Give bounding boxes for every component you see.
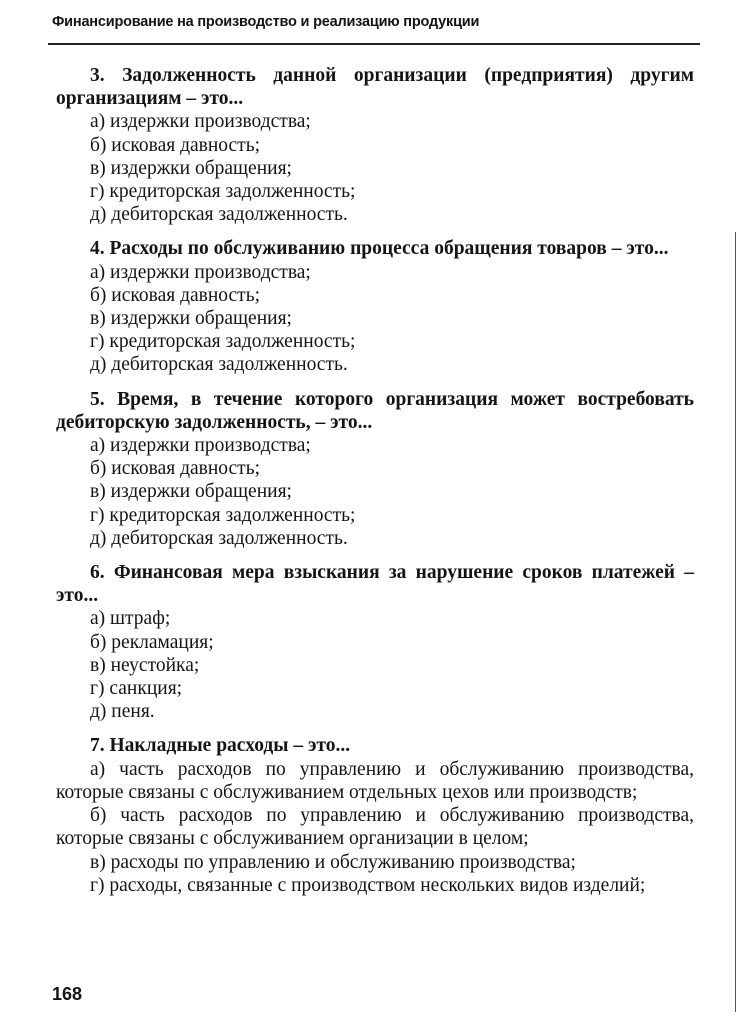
- answer-option: г) санкция;: [90, 678, 183, 700]
- answer-option: г) кредиторская задолженность;: [90, 504, 356, 526]
- answer-option: б) исковая давность;: [90, 284, 261, 306]
- answer-option: в) расходы по управлению и обслуживанию производства;: [90, 851, 576, 873]
- question-6: [56, 561, 694, 723]
- answer-option: в) издержки обращения;: [90, 308, 292, 330]
- answer-option: б) рекламация;: [90, 631, 214, 653]
- question-title: 7. Накладные расходы – это...: [90, 735, 351, 757]
- answer-option: в) издержки обращения;: [90, 481, 292, 503]
- page-edge-mark: [735, 232, 736, 1012]
- running-header: Финансирование на производство и реализацию продукции: [52, 14, 480, 30]
- answer-option: а) штраф;: [90, 608, 171, 630]
- question-title: 3. Задолженность данной организации (предприятия) другим организациям – это...: [56, 65, 694, 110]
- question-3: [56, 64, 694, 226]
- page-number: 168: [52, 984, 83, 1004]
- answer-option: д) дебиторская задолженность.: [90, 204, 348, 226]
- answer-option: а) издержки производства;: [90, 111, 311, 133]
- question-title: 5. Время, в течение которого организация может востребовать дебиторскую задолженность, – это...: [56, 388, 694, 433]
- answer-option: б) исковая давность;: [90, 134, 261, 156]
- answer-option: б) исковая давность;: [90, 458, 261, 480]
- answer-option: г) кредиторская задолженность;: [90, 181, 356, 203]
- answer-option: д) дебиторская задолженность.: [90, 527, 348, 549]
- question-7: [56, 734, 694, 896]
- answer-option: г) расходы, связанные с производством нескольких видов изделий;: [90, 874, 646, 896]
- question-5: [56, 388, 694, 550]
- answer-option: а) издержки производства;: [90, 261, 311, 283]
- answer-option: в) издержки обращения;: [90, 157, 292, 179]
- answer-option: б) часть расходов по управлению и обслуживанию производства, которые связаны с обслуживанием организации в целом;: [56, 805, 694, 850]
- question-title: 4. Расходы по обслуживанию процесса обращения товаров – это...: [90, 238, 669, 260]
- answer-option: а) часть расходов по управлению и обслуживанию производства, которые связаны с обслуживанием отдельных цехов или производств;: [56, 758, 694, 803]
- answer-option: д) пеня.: [90, 701, 155, 723]
- question-4: [56, 237, 694, 376]
- answer-option: д) дебиторская задолженность.: [90, 354, 348, 376]
- answer-option: в) неустойка;: [90, 654, 200, 676]
- answer-option: а) издержки производства;: [90, 435, 311, 457]
- header-rule: [48, 43, 700, 45]
- answer-option: г) кредиторская задолженность;: [90, 331, 356, 353]
- question-title: 6. Финансовая мера взыскания за нарушение сроков платежей – это...: [56, 562, 694, 607]
- page-content: [56, 64, 694, 902]
